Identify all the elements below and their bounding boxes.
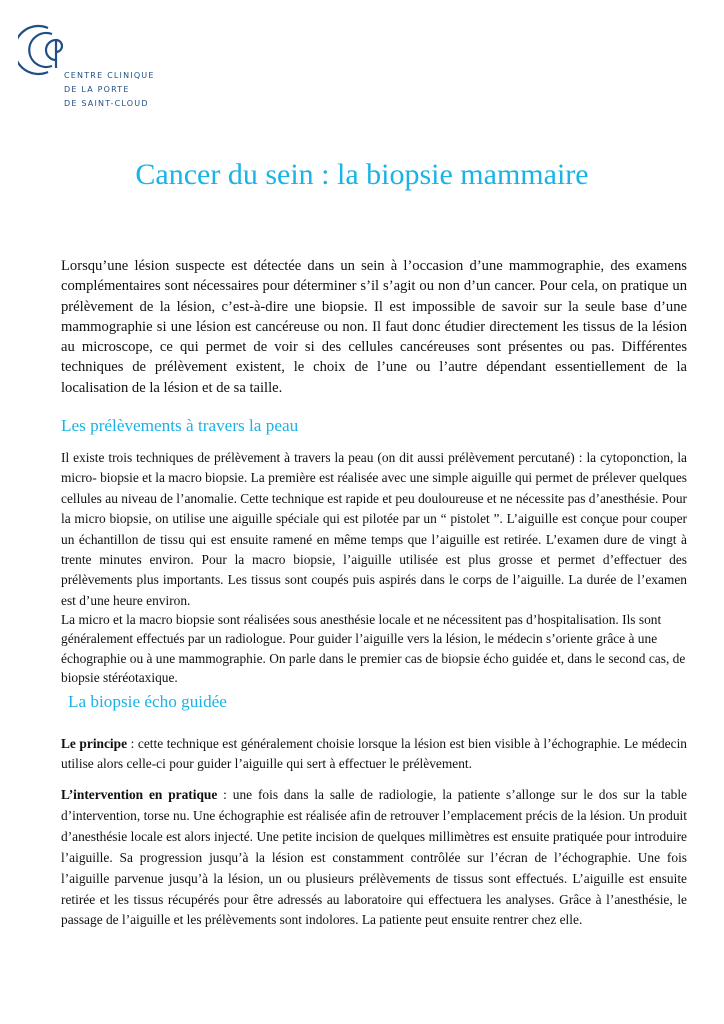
clinic-name xyxy=(64,69,155,111)
clinic-name-line-1: CENTRE CLINIQUE xyxy=(64,71,155,80)
intro-paragraph: Lorsqu’une lésion suspecte est détectée dans un sein à l’occasion d’une mammographie, des examens complémentaires sont nécessaires pour déterminer s’il s’agit ou non d’un cancer. Pour cela, on pratique un prélèvement de la lésion, c’est-à-dire une biopsie. Il est impossible de savoir sur la seule base d’une mammographie si une lésion est cancéreuse ou non. Il faut donc étudier directement les tissus de la lésion au microscope, ce qui permet de voir si des cellules cancéreuses sont présentes ou pas. Différentes techniques de prélèvement existent, le choix de l’une ou l’autre dépendant essentiellement de la localisation de la lésion et de sa taille. xyxy=(61,258,687,396)
section-heading-echo-guided: La biopsie écho guidée xyxy=(68,692,227,711)
percutaneous-paragraph-1: Il existe trois techniques de prélèvement à travers la peau (on dit aussi prélèvement percutané) : la cytoponction, la micro- biopsie et la macro biopsie. La première est réalisée avec une simple aiguille qui permet de prélever quelques cellules au niveau de l’anomalie. Cette technique est rapide et peu douloureuse et ne nécessite pas d’anesthésie. Pour la micro biopsie, on utilise une aiguille spéciale qui est pilotée par un “ pistolet ”. L’aiguille est conçue pour couper un échantillon de tissu qui est ensuite ramené en même temps que l’aiguille est retirée. L’examen dure de vingt à trente minutes environ. Pour la macro biopsie, l’aiguille utilisée est plus grosse et permet d’effectuer des prélèvements plus importants. Les tissus sont coupés puis aspirés dans le corps de l’aiguille. La durée de l’examen est d’une heure environ. xyxy=(61,450,687,608)
percutaneous-paragraph-2: La micro et la macro biopsie sont réalisées sous anesthésie locale et ne nécessitent pas d’hospitalisation. Ils sont généralement effectués par un radiologue. Pour guider l’aiguille vers la lésion, le médecin s’oriente grâce à une échographie ou à une mammographie. On parle dans le premier cas de biopsie écho guidée et, dans le second cas, de biopsie stéréotaxique. xyxy=(61,612,686,686)
principle-paragraph xyxy=(61,734,687,775)
principle-text: : cette technique est généralement choisie lorsque la lésion est bien visible à l’échographie. Le médecin utilise alors celle-ci pour guider l’aiguille qui sert à effectuer le prélèvement. xyxy=(61,736,687,772)
clinic-logo xyxy=(18,22,158,112)
clinic-logo-mark xyxy=(18,22,70,78)
section-heading-percutaneous: Les prélèvements à travers la peau xyxy=(61,416,299,435)
intervention-paragraph xyxy=(61,785,687,931)
principle-label: Le principe xyxy=(61,736,128,751)
page-title: Cancer du sein : la biopsie mammaire xyxy=(135,158,589,191)
clinic-name-line-2: DE LA PORTE xyxy=(64,85,130,94)
intervention-label: L’intervention en pratique xyxy=(61,787,218,802)
clinic-name-line-3: DE SAINT-CLOUD xyxy=(64,99,149,108)
intervention-text: : une fois dans la salle de radiologie, la patiente s’allonge sur le dos sur la table d’intervention, torse nu. Une échographie est réalisée afin de retrouver l’emplacement précis de la lésion. Un produit d’anesthésie locale est alors injecté. Une petite incision de quelques millimètres est ensuite pratiquée pour introduire l’aiguille. Sa progression jusqu’à la lésion est constamment contrôlée sur l’écran de l’échographie. Une fois l’aiguille parvenue jusqu’à la lésion, un ou plusieurs prélèvements de tissus sont effectués. L’aiguille est ensuite retirée et les tissus récupérés pour être adressés au laboratoire qui effectuera les analyses. Grâce à l’anesthésie, le passage de l’aiguille et les prélèvements sont indolores. La patiente peut ensuite rentrer chez elle. xyxy=(61,787,687,928)
